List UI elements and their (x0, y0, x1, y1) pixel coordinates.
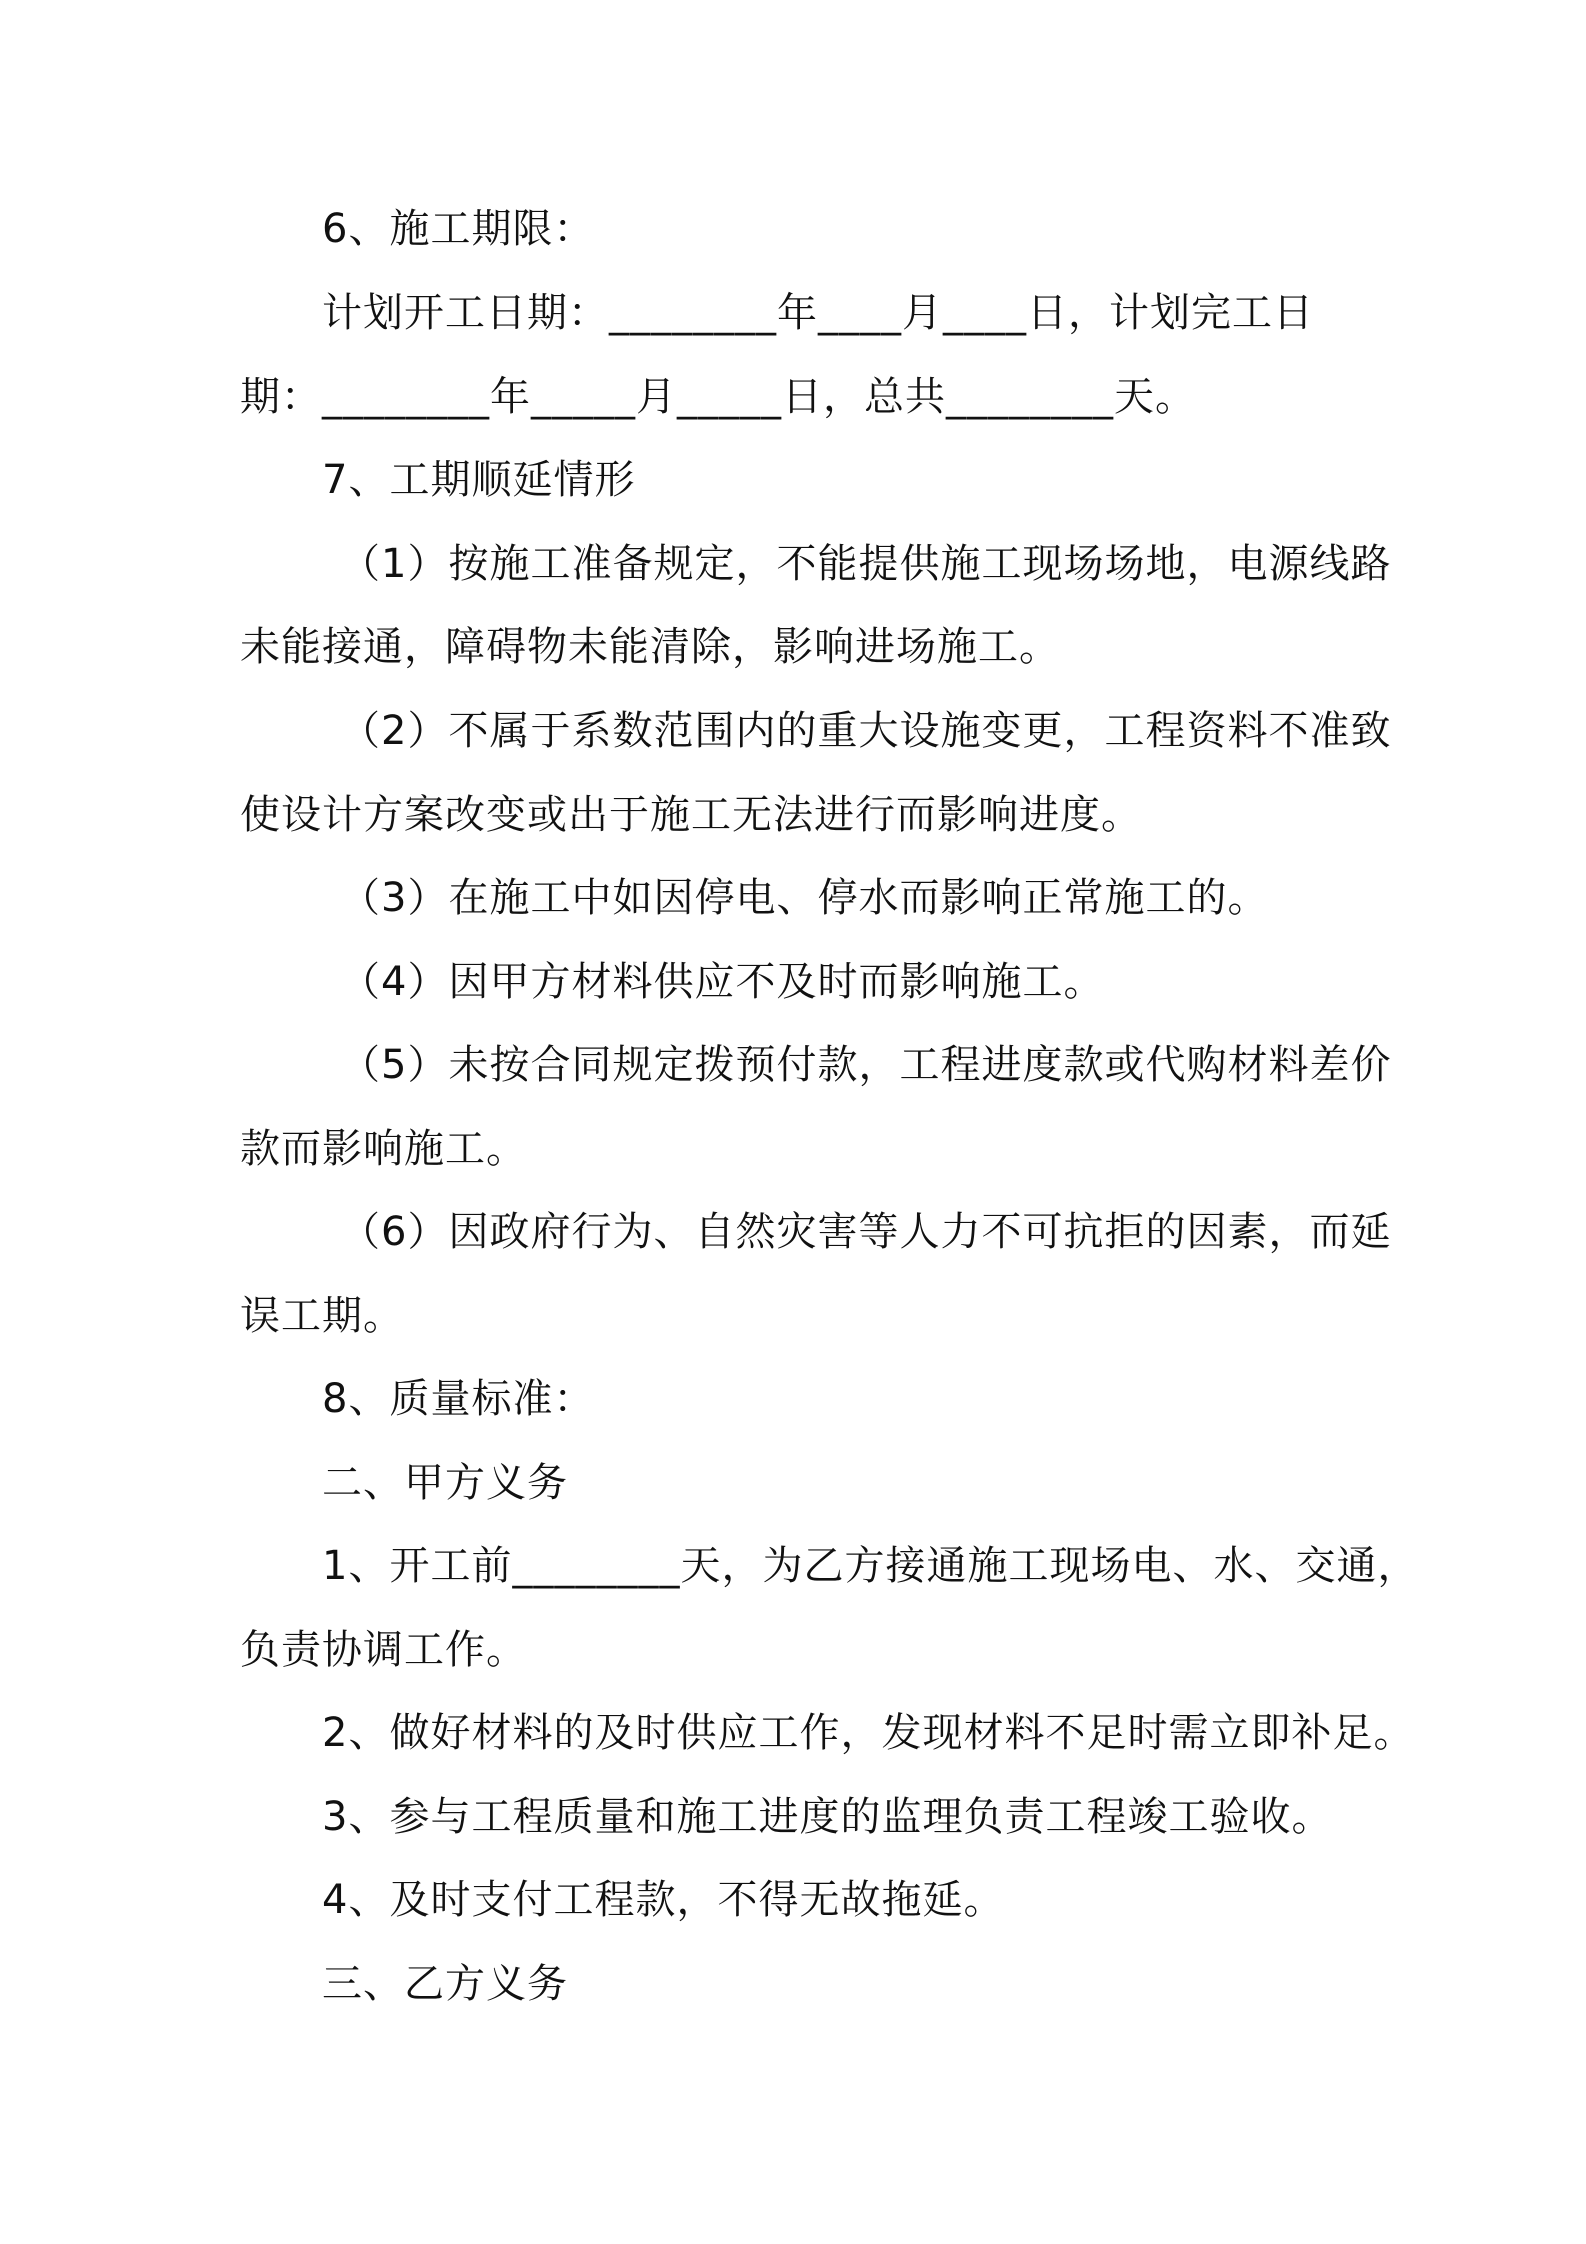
item-6-line-1: （6）因政府行为、自然灾害等人力不可抗拒的因素，而延 (340, 1209, 1392, 1255)
item-3-line: （3）在施工中如因停电、停水而影响正常施工的。 (340, 875, 1269, 921)
item-2-line-2: 使设计方案改变或出于施工无法进行而影响进度。 (240, 792, 1142, 838)
party-a-duty-2: 2、做好材料的及时供应工作，发现材料不足时需立即补足。 (322, 1710, 1415, 1756)
item-4-line: （4）因甲方材料供应不及时而影响施工。 (340, 959, 1105, 1005)
party-a-duty-1-line-2: 负责协调工作。 (240, 1627, 527, 1673)
planned-dates-line-2: 期：________年_____月_____日，总共________天。 (240, 374, 1196, 420)
item-6-line-2: 误工期。 (240, 1293, 404, 1339)
party-a-duty-4: 4、及时支付工程款，不得无故拖延。 (322, 1877, 1005, 1923)
party-a-duty-3: 3、参与工程质量和施工进度的监理负责工程竣工验收。 (322, 1794, 1333, 1840)
clause-8-heading: 8、质量标准： (322, 1376, 595, 1422)
item-5-line-2: 款而影响施工。 (240, 1126, 527, 1172)
clause-7-heading: 7、工期顺延情形 (322, 457, 636, 503)
planned-dates-line-1: 计划开工日期：________年____月____日，计划完工日 (322, 290, 1314, 336)
item-1-line-1: （1）按施工准备规定，不能提供施工现场场地，电源线路 (340, 541, 1392, 587)
item-1-line-2: 未能接通，障碍物未能清除，影响进场施工。 (240, 624, 1060, 670)
section-3-heading: 三、乙方义务 (322, 1961, 568, 2007)
item-5-line-1: （5）未按合同规定拨预付款，工程进度款或代购材料差价 (340, 1042, 1392, 1088)
clause-6-heading: 6、施工期限： (322, 206, 595, 252)
section-2-heading: 二、甲方义务 (322, 1460, 568, 1506)
item-2-line-1: （2）不属于系数范围内的重大设施变更，工程资料不准致 (340, 708, 1392, 754)
party-a-duty-1-line-1: 1、开工前________天，为乙方接通施工现场电、水、交通， (322, 1543, 1419, 1589)
